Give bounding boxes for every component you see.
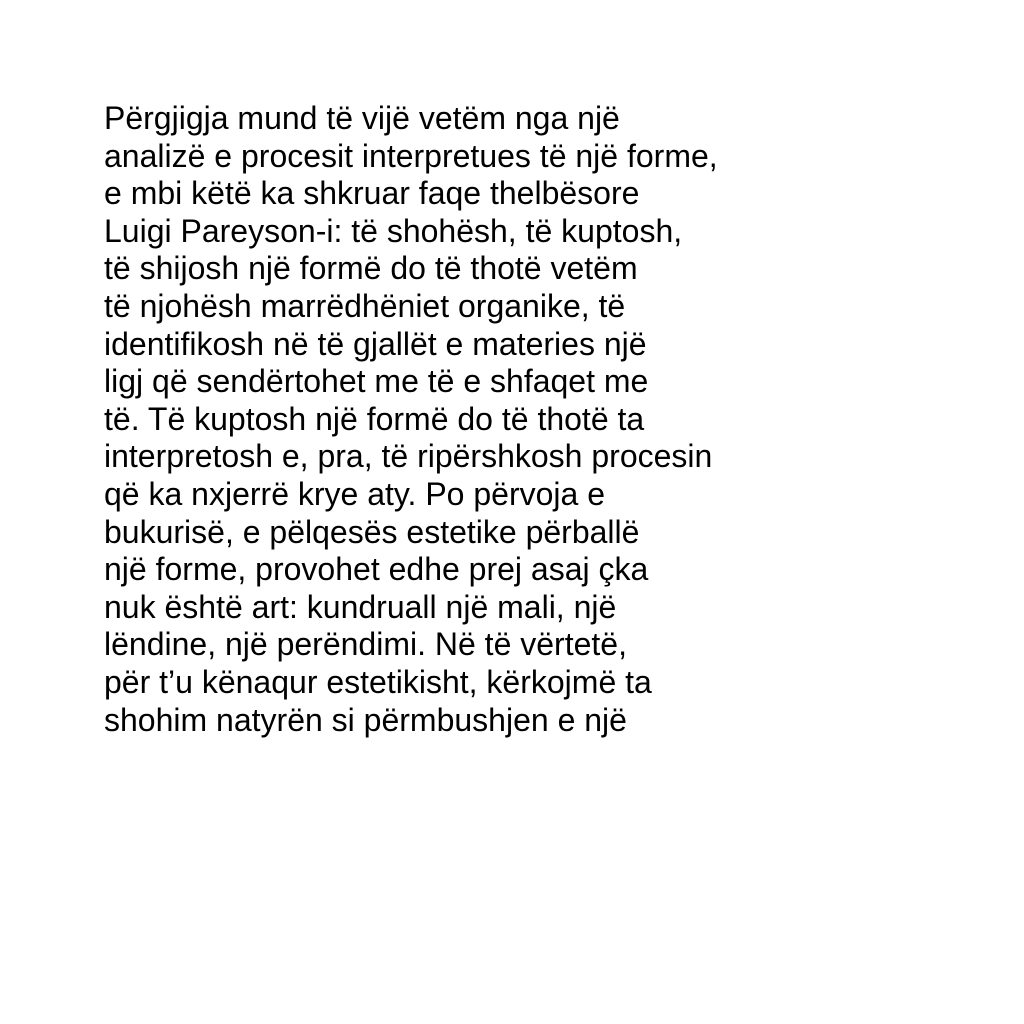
text-line: identifikosh në të gjallët e materies një	[104, 325, 647, 362]
text-line: interpretosh e, pra, të ripërshkosh procesin	[104, 438, 713, 475]
text-line: për t’u kënaqur estetikisht, kërkojmë ta	[104, 663, 652, 700]
text-line: një forme, provohet edhe prej asaj çka	[104, 551, 649, 588]
text-line: të njohësh marrëdhëniet organike, të	[104, 287, 626, 324]
text-line: që ka nxjerrë krye aty. Po përvoja e	[104, 475, 605, 512]
body-paragraph	[104, 100, 984, 739]
text-line: nuk është art: kundruall një mali, një	[104, 588, 617, 625]
text-line: shohim natyrën si përmbushjen e një	[104, 701, 627, 738]
text-line: të shijosh një formë do të thotë vetëm	[104, 250, 638, 287]
text-line: e mbi këtë ka shkruar faqe thelbësore	[104, 175, 640, 212]
text-line: ligj që sendërtohet me të e shfaqet me	[104, 363, 649, 400]
text-line: Përgjigja mund të vijë vetëm nga një	[104, 100, 620, 136]
text-line: bukurisë, e pëlqesës estetike përballë	[104, 513, 640, 550]
text-line: të. Të kuptosh një formë do të thotë ta	[104, 400, 645, 437]
text-line: analizë e procesit interpretues të një forme,	[104, 137, 718, 174]
text-line: lëndine, një perëndimi. Në të vërtetë,	[104, 626, 627, 663]
text-line: Luigi Pareyson-i: të shohësh, të kuptosh,	[104, 212, 683, 249]
